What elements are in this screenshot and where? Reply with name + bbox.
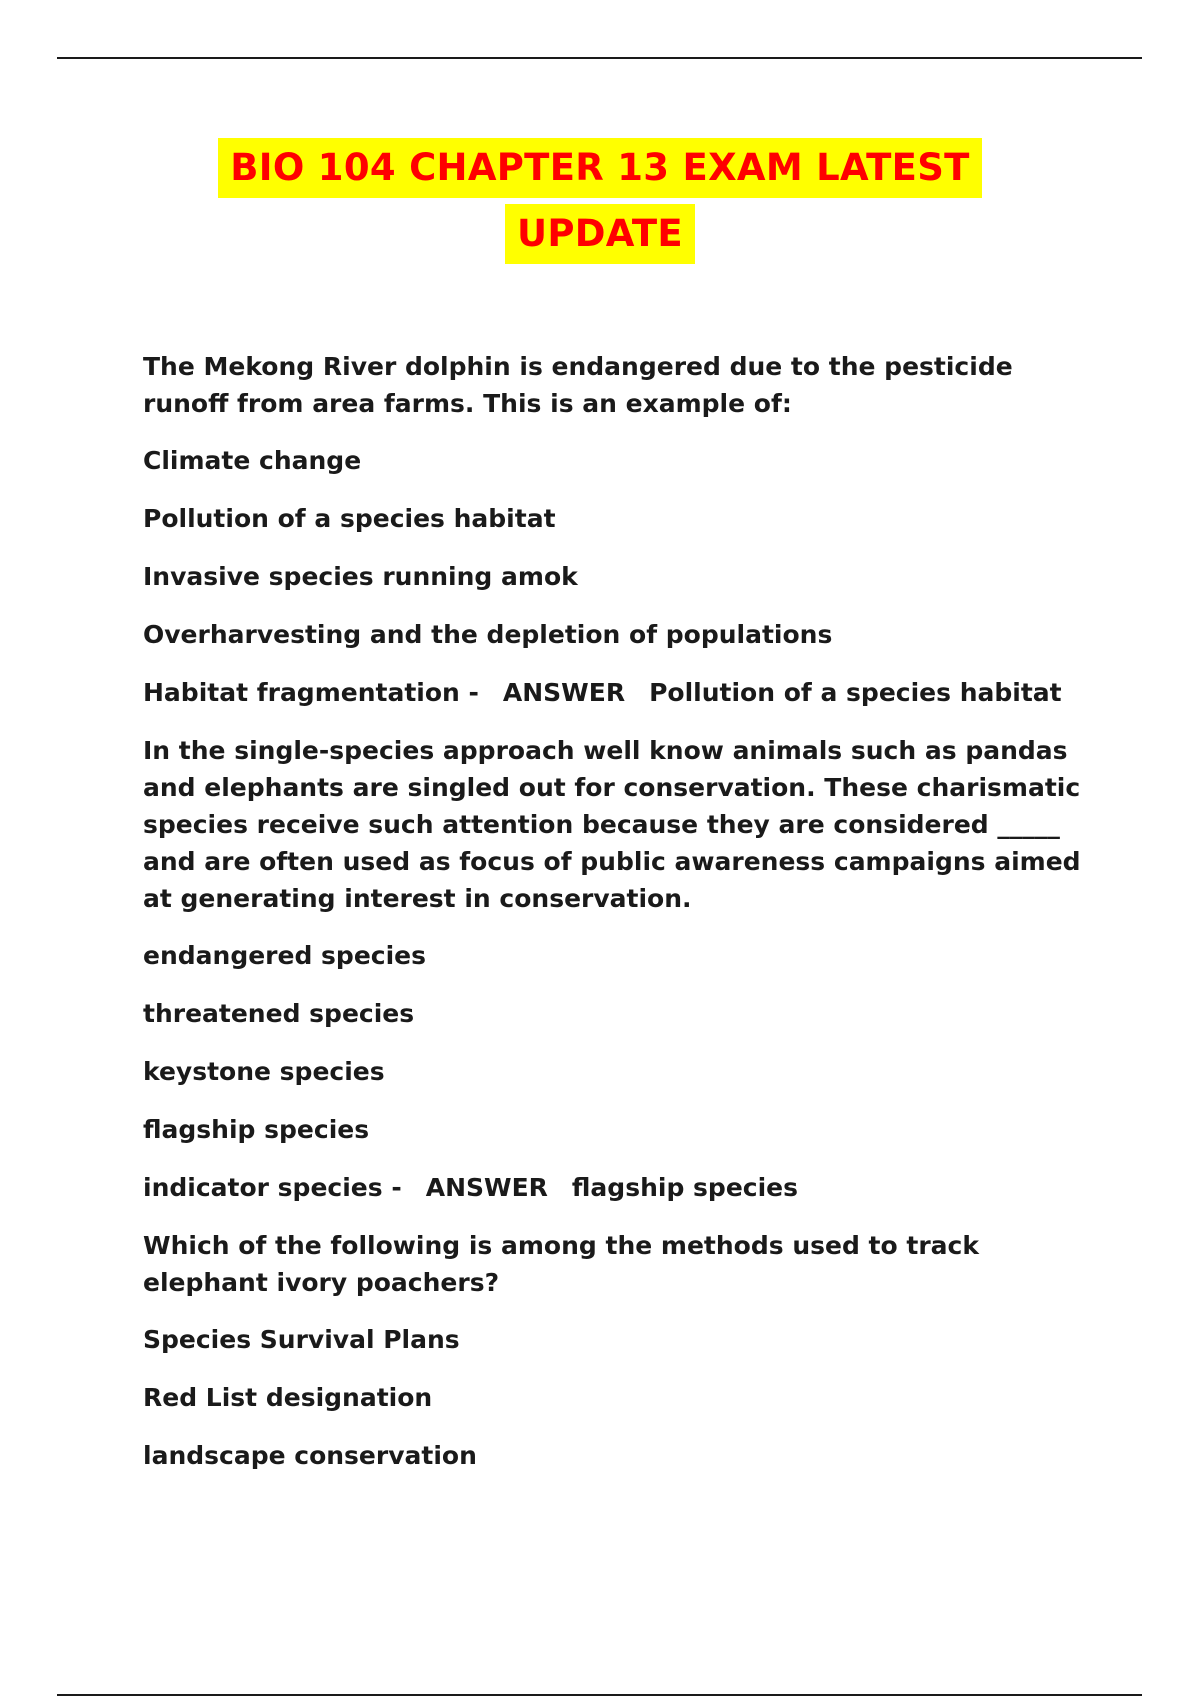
question-2-answer: flagship species (571, 1173, 799, 1202)
question-1-answer: Pollution of a species habitat (649, 678, 1062, 707)
question-2-prompt: In the single-species approach well know animals such as pandas and elephants are singled out for conservation. These charismatic species receive such attention because they are considered _____ and are often used as focus of public awareness campaigns aimed at generating interest in conservation. (143, 736, 1081, 913)
question-2-answer-line (143, 1169, 1103, 1207)
question-1-option: Invasive species running amok (143, 562, 578, 591)
answer-label: ANSWER (502, 678, 626, 707)
question-2-option: keystone species (143, 1057, 385, 1086)
page-title (0, 138, 1200, 270)
question-3-prompt: Which of the following is among the methods used to track elephant ivory poachers? (143, 1231, 979, 1297)
answer-label: ANSWER (425, 1173, 548, 1202)
question-2-option: threatened species (143, 999, 415, 1028)
question-2-option: flagship species (143, 1115, 370, 1144)
title-line-2: UPDATE (505, 204, 695, 264)
document-body (143, 348, 1103, 1495)
bottom-divider (57, 1694, 1142, 1696)
question-2-last-option: indicator species - (143, 1173, 402, 1202)
question-3-option: Red List designation (143, 1383, 433, 1412)
question-1-option: Climate change (143, 446, 362, 475)
question-2-option: endangered species (143, 941, 427, 970)
question-3-option: landscape conservation (143, 1441, 477, 1470)
title-line-1: BIO 104 CHAPTER 13 EXAM LATEST (218, 138, 981, 198)
question-1-option: Overharvesting and the depletion of populations (143, 620, 833, 649)
question-1-option: Pollution of a species habitat (143, 504, 556, 533)
question-1-answer-line (143, 674, 1103, 712)
question-3-option: Species Survival Plans (143, 1325, 460, 1354)
question-1-last-option: Habitat fragmentation - (143, 678, 479, 707)
question-1-prompt: The Mekong River dolphin is endangered due to the pesticide runoff from area farms. This is an example of: (143, 352, 1013, 418)
top-divider (57, 57, 1142, 59)
